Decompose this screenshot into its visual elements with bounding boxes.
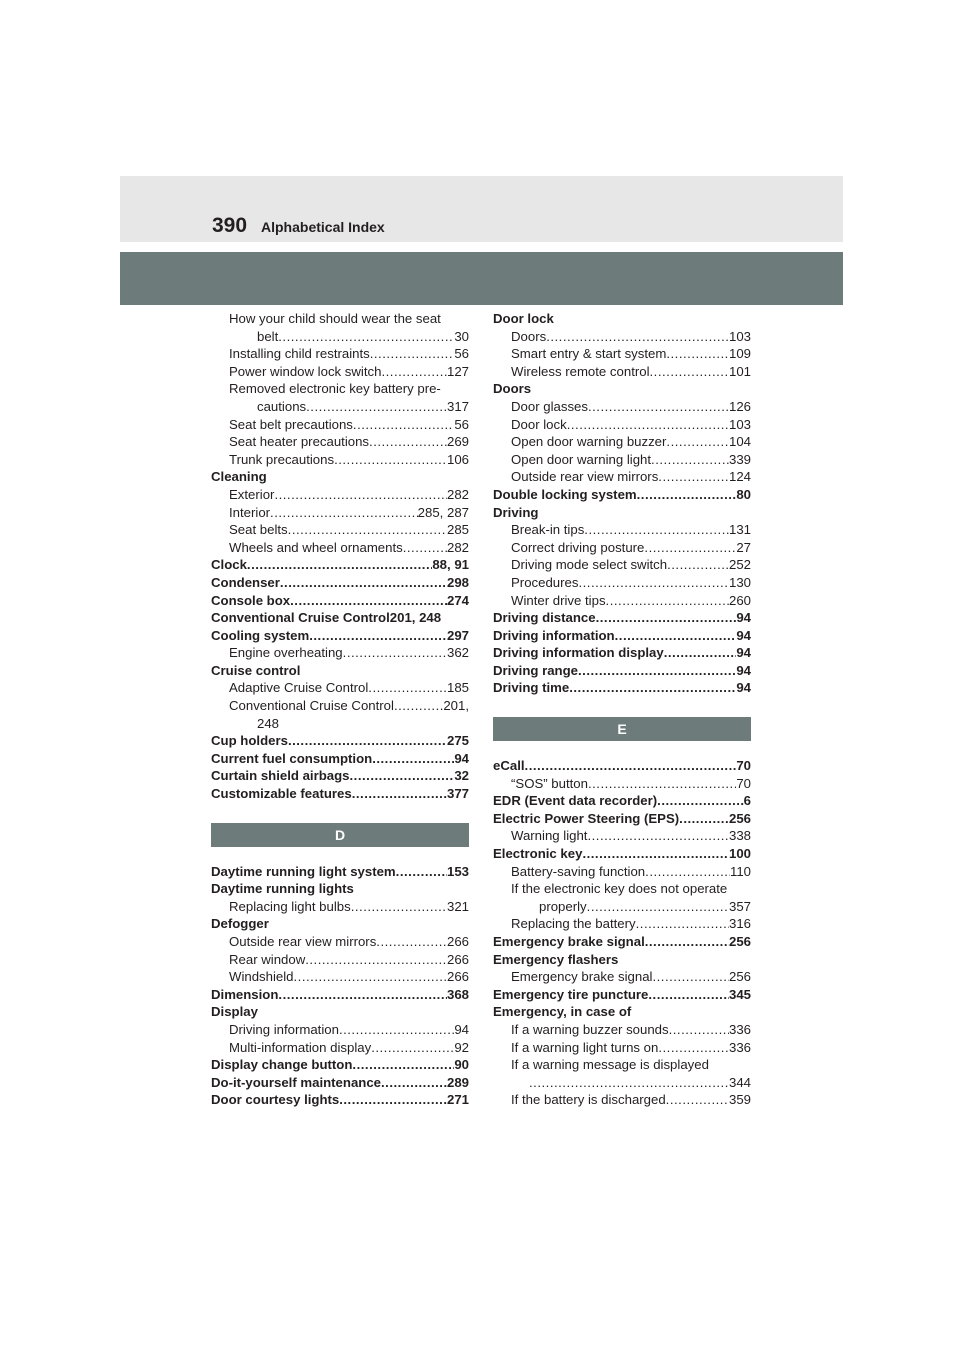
index-subentry: Wheels and wheel ornaments ..... 282 (211, 539, 469, 557)
index-entry: Door courtesy lights ..... 271 (211, 1091, 469, 1109)
index-subentry: Replacing the battery ..... 316 (493, 915, 751, 933)
index-subentry: Outside rear view mirrors ..... 266 (211, 933, 469, 951)
index-subentry: properly ..... 357 (493, 898, 751, 916)
index-subentry: Seat belts ..... 285 (211, 521, 469, 539)
index-entry: Electric Power Steering (EPS) ..... 256 (493, 810, 751, 828)
index-entry: Dimension ..... 368 (211, 986, 469, 1004)
index-subentry: Installing child restraints ..... 56 (211, 345, 469, 363)
index-subentry: Wireless remote control ..... 101 (493, 363, 751, 381)
index-entry: Daytime running light system ..... 153 (211, 863, 469, 881)
index-subentry: cautions ..... 317 (211, 398, 469, 416)
index-entry: Door lock (493, 311, 554, 326)
index-subentry: If a warning message is displayed (511, 1057, 709, 1073)
index-entry: Curtain shield airbags ..... 32 (211, 767, 469, 785)
index-entry: Emergency, in case of (493, 1004, 632, 1020)
index-entry: Display change button ..... 90 (211, 1056, 469, 1074)
index-entry: Cruise control (211, 662, 301, 678)
index-entry: Emergency flashers (493, 951, 619, 967)
index-entry: Driving information display ..... 94 (493, 644, 751, 662)
index-subentry: Driving information ..... 94 (211, 1021, 469, 1039)
index-entry: EDR (Event data recorder) ..... 6 (493, 792, 751, 810)
index-entry: Conventional Cruise Control201, 248 (211, 610, 442, 626)
index-column-right (493, 310, 751, 1109)
index-subentry: Outside rear view mirrors ..... 124 (493, 468, 751, 486)
index-entry: Display (211, 1004, 258, 1020)
index-entry: Driving distance ..... 94 (493, 609, 751, 627)
index-subentry: 248 (257, 715, 280, 731)
index-entry: Cup holders ..... 275 (211, 732, 469, 750)
index-entry: Cooling system ..... 297 (211, 627, 469, 645)
index-subentry: Trunk precautions ..... 106 (211, 451, 469, 469)
index-subentry: Door glasses ..... 126 (493, 398, 751, 416)
index-subentry: Smart entry & start system ..... 109 (493, 345, 751, 363)
index-subentry: Warning light ..... 338 (493, 827, 751, 845)
index-subentry: Driving mode select switch ..... 252 (493, 556, 751, 574)
index-entry: Doors (493, 381, 532, 397)
index-subentry: Replacing light bulbs ..... 321 (211, 898, 469, 916)
index-subentry: Open door warning light ..... 339 (493, 451, 751, 469)
index-entry: Customizable features ..... 377 (211, 785, 469, 803)
index-subentry: If the electronic key does not operate (511, 881, 728, 897)
index-entry: Console box ..... 274 (211, 592, 469, 610)
header-bar (120, 252, 843, 305)
index-entry: Current fuel consumption ..... 94 (211, 750, 469, 768)
index-subentry: Windshield ..... 266 (211, 968, 469, 986)
index-subentry: Exterior ..... 282 (211, 486, 469, 504)
index-subentry: Conventional Cruise Control ..... 201, (211, 697, 469, 715)
index-entry: Emergency tire puncture ..... 345 (493, 986, 751, 1004)
index-subentry: “SOS” button ..... 70 (493, 775, 751, 793)
index-subentry: Procedures ..... 130 (493, 574, 751, 592)
index-entry: Cleaning (211, 469, 267, 485)
index-subentry: Battery-saving function ..... 110 (493, 863, 751, 881)
index-entry: Emergency brake signal ..... 256 (493, 933, 751, 951)
index-subentry: Engine overheating ..... 362 (211, 644, 469, 662)
index-subentry: Seat belt precautions ..... 56 (211, 416, 469, 434)
page-number: 390 (212, 214, 248, 237)
index-subentry: ..... 344 (493, 1074, 751, 1092)
index-subentry: belt ..... 30 (211, 328, 469, 346)
section-header-d: D (211, 823, 469, 847)
index-entry: Defogger (211, 916, 269, 932)
index-entry: Daytime running lights (211, 881, 354, 897)
index-subentry: Power window lock switch ..... 127 (211, 363, 469, 381)
index-subentry: Door lock ..... 103 (493, 416, 751, 434)
index-subentry: How your child should wear the seat (229, 311, 441, 326)
index-entry: Condenser ..... 298 (211, 574, 469, 592)
index-subentry: Seat heater precautions ..... 269 (211, 433, 469, 451)
index-subentry: Correct driving posture ..... 27 (493, 539, 751, 557)
index-entry: Driving time ..... 94 (493, 679, 751, 697)
index-entry: Driving information ..... 94 (493, 627, 751, 645)
section-header-e: E (493, 717, 751, 741)
index-column-left (211, 310, 469, 1109)
index-entry: Electronic key ..... 100 (493, 845, 751, 863)
index-subentry: If a warning light turns on ..... 336 (493, 1039, 751, 1057)
index-subentry: Winter drive tips ..... 260 (493, 592, 751, 610)
index-subentry: If the battery is discharged ..... 359 (493, 1091, 751, 1109)
index-entry: Clock ..... 88, 91 (211, 556, 469, 574)
index-entry: Driving range ..... 94 (493, 662, 751, 680)
index-subentry: Removed electronic key battery pre- (229, 381, 441, 397)
index-subentry: Rear window ..... 266 (211, 951, 469, 969)
index-entry: Double locking system ..... 80 (493, 486, 751, 504)
index-subentry: Adaptive Cruise Control ..... 185 (211, 679, 469, 697)
index-entry: Do-it-yourself maintenance ..... 289 (211, 1074, 469, 1092)
index-subentry: Emergency brake signal ..... 256 (493, 968, 751, 986)
index-subentry: If a warning buzzer sounds ..... 336 (493, 1021, 751, 1039)
page-title: Alphabetical Index (261, 219, 385, 235)
index-subentry: Break-in tips ..... 131 (493, 521, 751, 539)
index-subentry: Interior ..... 285, 287 (211, 504, 469, 522)
index-entry: Driving (493, 504, 539, 520)
index-subentry: Multi-information display ..... 92 (211, 1039, 469, 1057)
index-entry: eCall ..... 70 (493, 757, 751, 775)
index-subentry: Open door warning buzzer ..... 104 (493, 433, 751, 451)
index-subentry: Doors ..... 103 (493, 328, 751, 346)
